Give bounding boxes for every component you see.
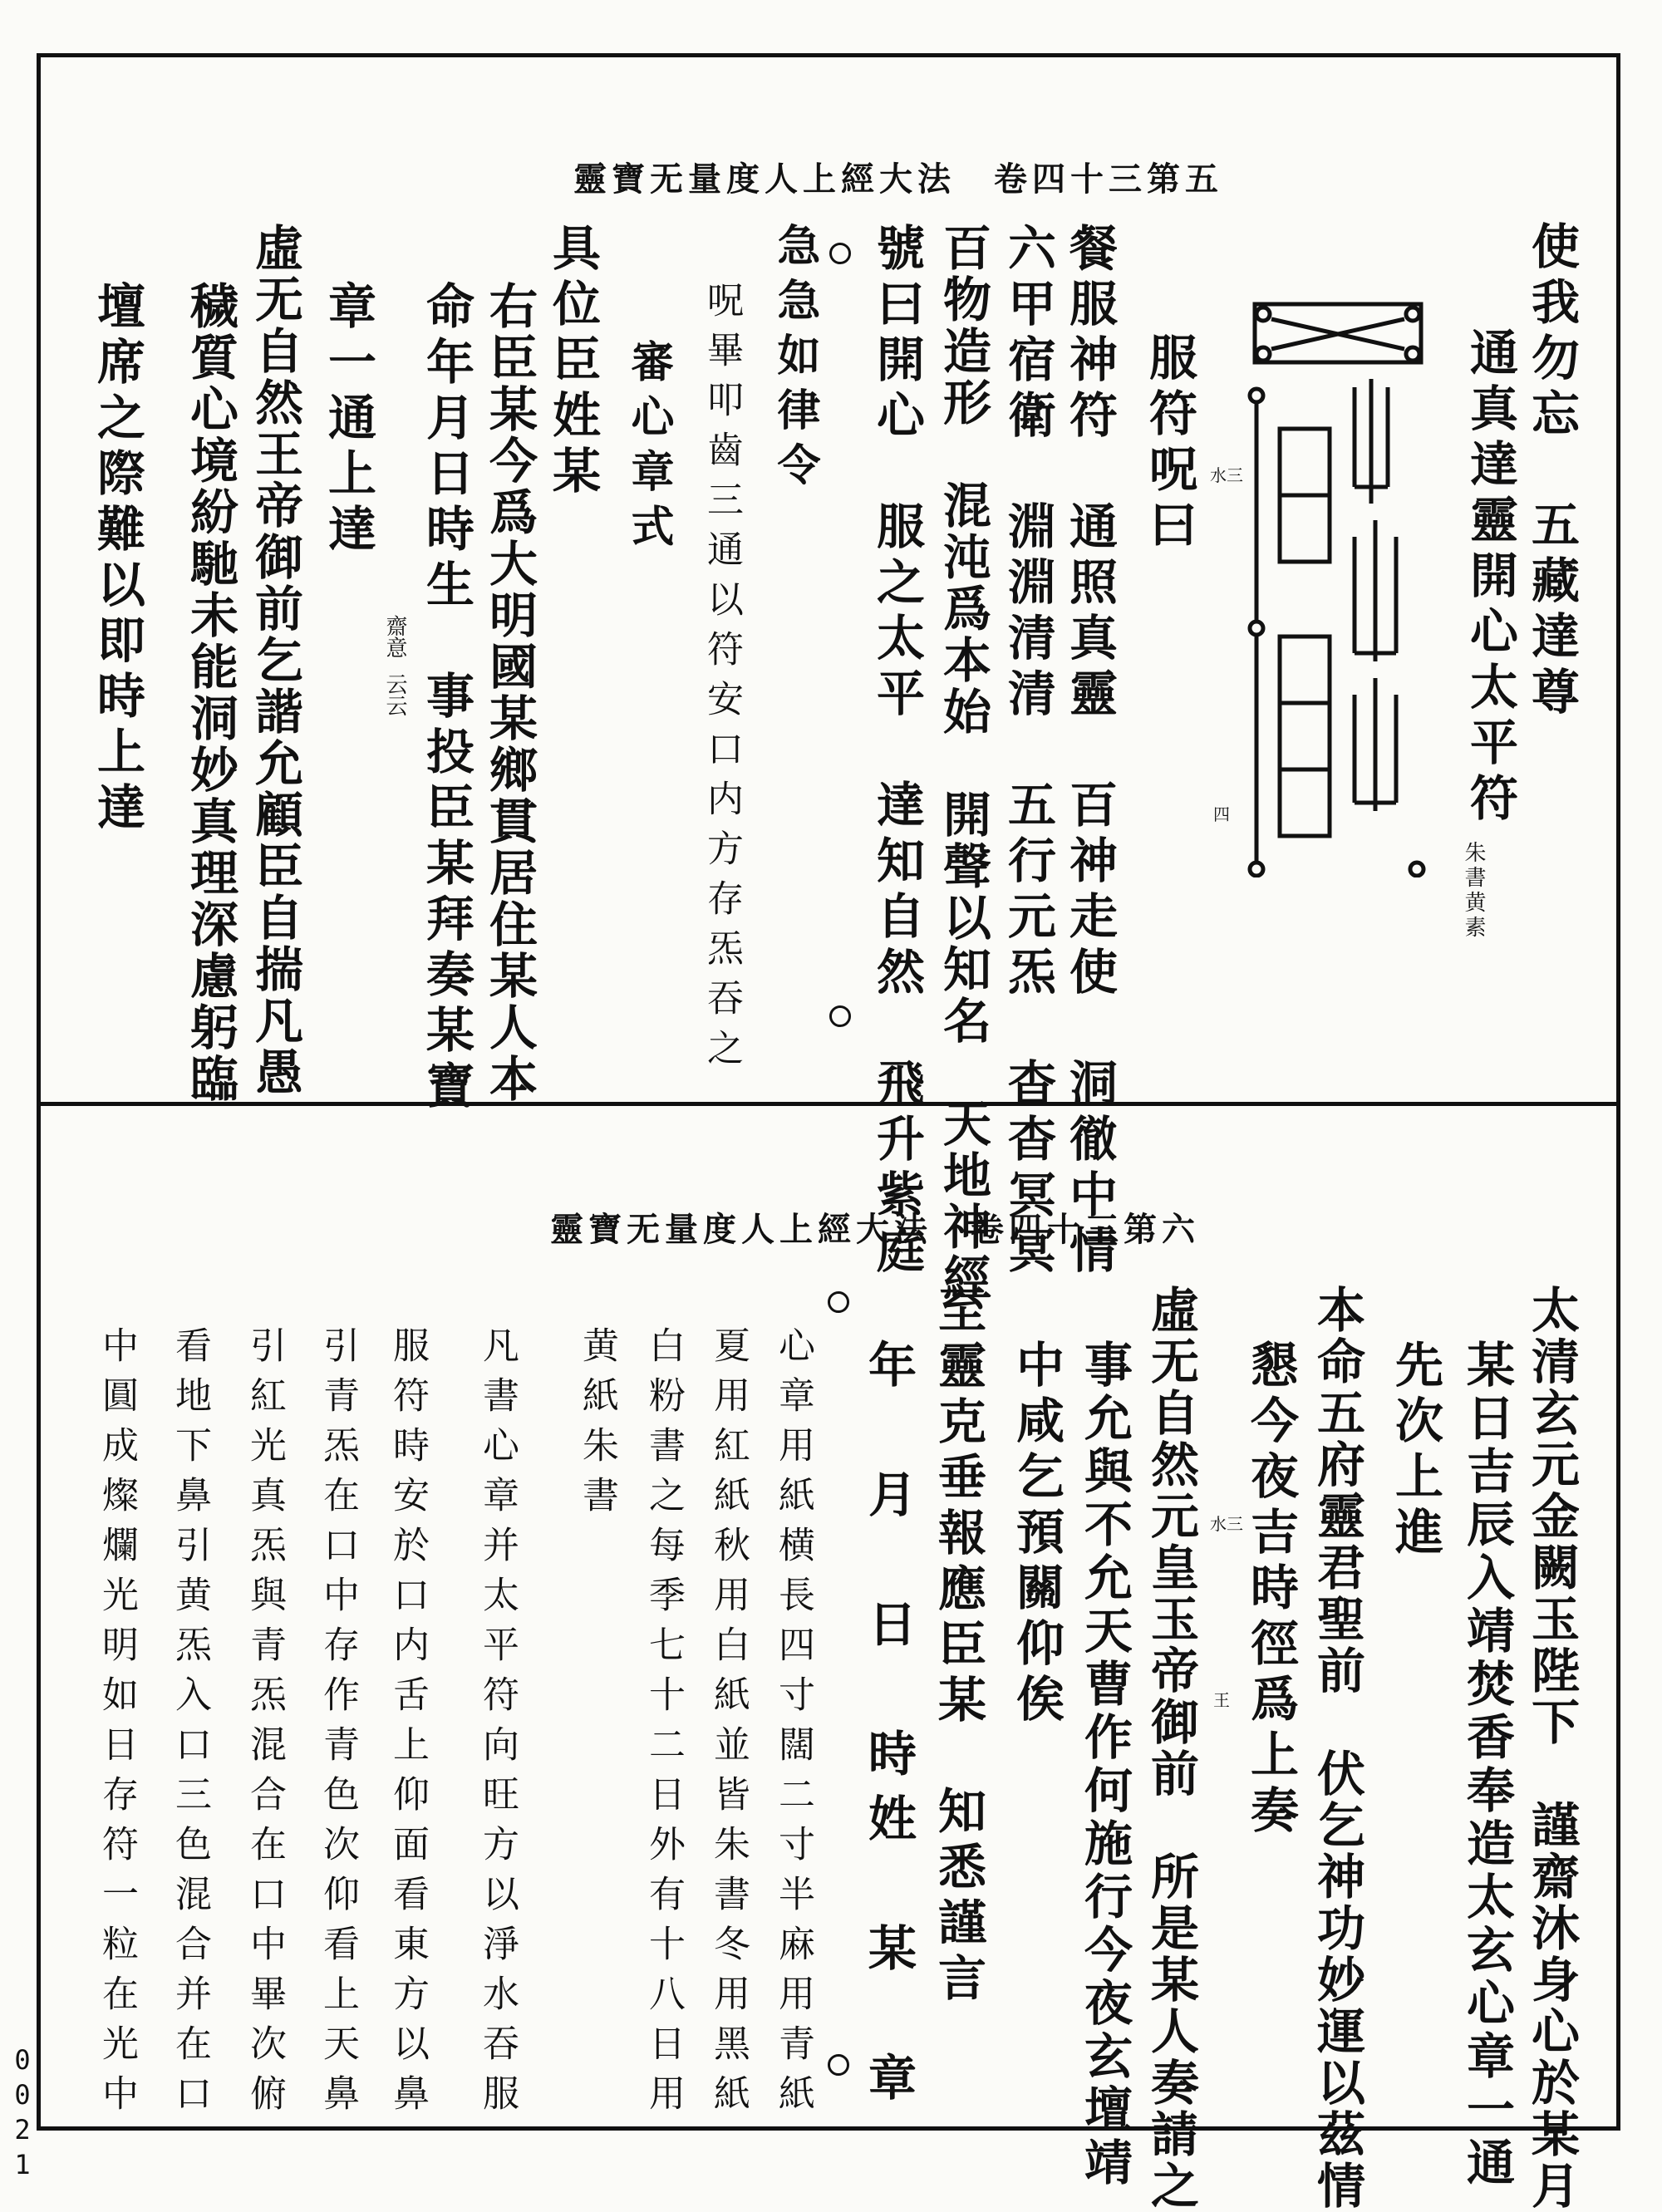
- upper-col-8: 急急如律令: [770, 223, 820, 497]
- upper-col-6: 百物造形 混沌爲本始 開聲以知名 天地神經: [935, 223, 991, 1305]
- lower-col-7: 事允與不允天曹作何施行今夜玄壇靖: [1076, 1339, 1133, 2190]
- lower-col-20: 中圓成燦爛光明如日存符一粒在光中: [96, 1326, 138, 2124]
- page-divider: [37, 1102, 1620, 1106]
- upper-col-2: 通真達靈開心太平符: [1462, 327, 1518, 828]
- lower-col-18: 引紅光真炁與青炁混合在口中畢次俯: [243, 1326, 286, 2124]
- upper-col-11: 具位臣姓某: [544, 223, 601, 501]
- lower-col-15: 凡書心章并太平符向旺方以淨水吞服: [476, 1326, 519, 2124]
- mark-circle: [828, 2054, 849, 2076]
- lower-col-12: 夏用紅紙秋用白紙並皆朱書冬用黑紙: [707, 1326, 750, 2124]
- lower-tiny-mark-2: 王: [1213, 1690, 1230, 1710]
- lower-header: 靈寶无量度人上經大法 卷四十三第六: [550, 1210, 1200, 1249]
- upper-tiny-mark-2: 四: [1213, 804, 1230, 824]
- page-number: 0021: [7, 2044, 38, 2184]
- mark-circle: [829, 1005, 851, 1027]
- upper-col-16: 穢質心境紛馳未能洞妙真理深慮躬臨: [182, 281, 238, 1105]
- lower-col-3: 先次上進: [1387, 1339, 1443, 1562]
- lower-col-16: 服符時安於口内舌上仰面看東方以鼻: [386, 1326, 429, 2124]
- talisman-symbol: [1238, 296, 1438, 877]
- upper-col-3: 服符呪曰: [1141, 332, 1197, 555]
- upper-col-9: 呪畢叩齒三通以符安口内方存炁吞之: [701, 281, 743, 1079]
- upper-side-note-1: 齋意: [382, 615, 407, 658]
- lower-col-6: 虛无自然元皇玉帝御前 所是某人奏請之: [1143, 1285, 1199, 2212]
- lower-tiny-mark-1: 水三: [1210, 1514, 1243, 1534]
- lower-col-10: 年 月 日 時姓 某 章: [860, 1339, 917, 2117]
- upper-col-7: 號曰開心 服之太平 達知自然 飛升紫庭: [868, 223, 925, 1281]
- lower-col-9: 至靈克垂報應臣某 知悉謹言: [930, 1285, 986, 2008]
- upper-col-12: 右臣某今爲大明國某鄉貫居住某人本: [481, 281, 538, 1105]
- lower-col-2: 某日吉辰入靖焚香奉造太玄心章一通: [1458, 1339, 1515, 2190]
- upper-col-1: 使我勿忘 五藏達尊: [1523, 221, 1580, 722]
- upper-col-13: 命年月日時生 事投臣某拜奏某寶: [418, 281, 475, 1116]
- upper-header: 靈寶无量度人上經大法 卷四十三第五: [573, 160, 1223, 199]
- lower-col-8: 中咸乞預關仰俟: [1008, 1339, 1065, 1729]
- lower-col-14: 黄紙朱書: [576, 1326, 618, 1526]
- lower-col-17: 引青炁在口中存作青色次仰看上天鼻: [317, 1326, 359, 2124]
- lower-col-5: 懇今夜吉時徑爲上奏: [1242, 1339, 1299, 1841]
- upper-col-17: 壇席之際難以即時上達: [89, 281, 145, 838]
- upper-side-note-2: 云云: [382, 673, 407, 716]
- upper-col-10: 審心章式: [623, 339, 674, 558]
- lower-col-13: 白粉書之每季七十二日外有十八日用: [642, 1326, 685, 2124]
- lower-col-19: 看地下鼻引黄炁入口三色混合并在口: [169, 1326, 211, 2124]
- upper-fu-note: 朱書黄素: [1461, 841, 1486, 941]
- mark-circle: [829, 243, 851, 264]
- lower-col-4: 本命五府靈君聖前 伏乞神功妙運以茲情: [1309, 1285, 1365, 2212]
- mark-circle: [828, 1291, 849, 1313]
- upper-col-14: 章一通上達: [320, 281, 376, 559]
- upper-col-15: 虛无自然王帝御前乞諧允顧臣自揣凡愚: [247, 223, 303, 1099]
- upper-col-5: 六甲宿衛 淵淵清清 五行元炁 杳杳冥冥: [1000, 223, 1056, 1281]
- upper-tiny-mark-1: 水三: [1210, 465, 1243, 485]
- upper-col-4: 餐服神符 通照真靈 百神走使 洞徹中情: [1061, 223, 1118, 1281]
- lower-col-1: 太清玄元金闕玉陛下 謹齋沐身心於某月: [1523, 1285, 1580, 2212]
- lower-col-11: 心章用紙横長四寸闊二寸半麻用青紙: [772, 1326, 814, 2124]
